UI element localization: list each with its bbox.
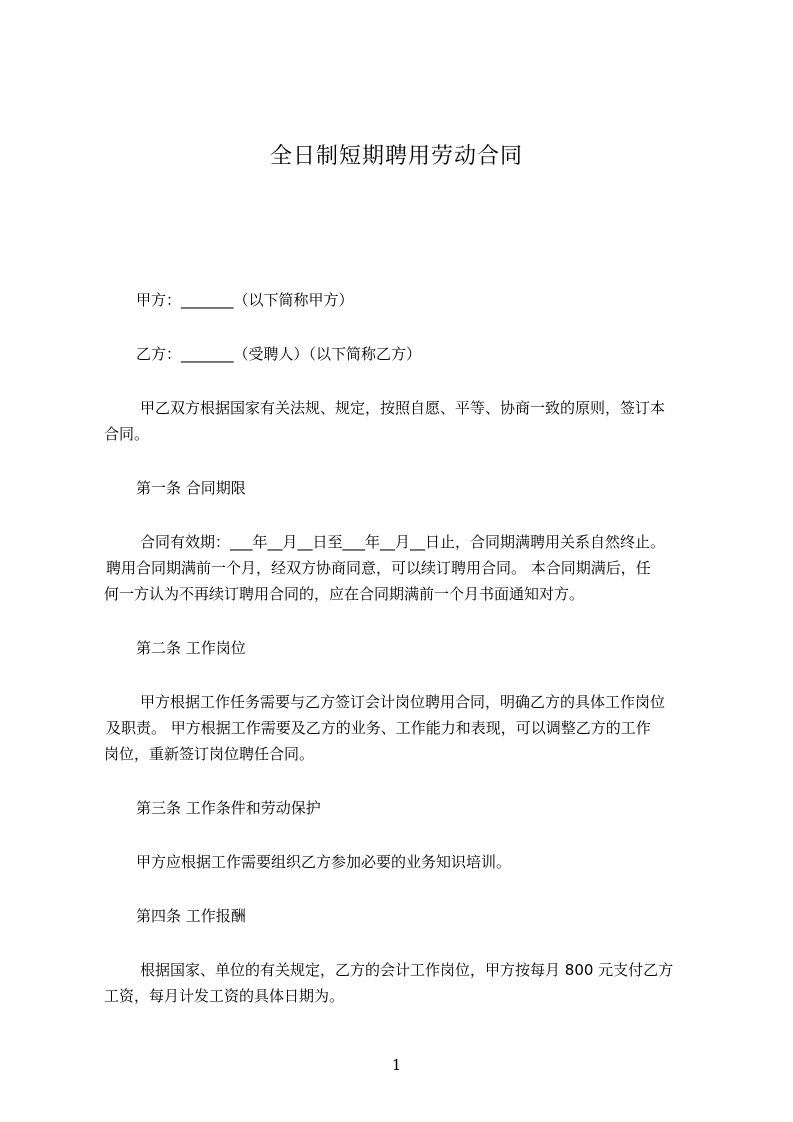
article-4-heading: 第四条 工作报酬: [136, 907, 246, 925]
article-3-line-1: 甲方应根据工作需要组织乙方参加必要的业务知识培训。: [136, 853, 512, 871]
article-2-line-1: 甲方根据工作任务需要与乙方签订会计岗位聘用合同，明确乙方的具体工作岗位: [140, 693, 666, 711]
intro-paragraph-line-1: 甲乙双方根据国家有关法规、规定，按照自愿、平等、协商一致的原则，签订本: [140, 399, 666, 417]
article-4-line-2: 工资，每月计发工资的具体日期为。: [104, 987, 345, 1005]
contract-title: 全日制短期聘用劳动合同: [269, 144, 523, 169]
article-1-heading: 第一条 合同期限: [136, 479, 246, 497]
article-2-heading: 第二条 工作岗位: [136, 639, 246, 657]
article-4-line-1: 根据国家、单位的有关规定，乙方的会计工作岗位，甲方按每月 800 元支付乙方: [140, 961, 674, 979]
article-2-line-2: 及职责。 甲方根据工作需要及乙方的业务、工作能力和表现，可以调整乙方的工作: [106, 719, 651, 737]
party-b-line: 乙方：_______（受聘人）（以下简称乙方）: [136, 345, 422, 363]
party-a-line: 甲方：_______（以下简称甲方）: [136, 291, 354, 309]
article-2-line-3: 岗位，重新签订岗位聘任合同。: [104, 745, 315, 763]
article-3-heading: 第三条 工作条件和劳动保护: [136, 799, 321, 817]
page-number: 1: [391, 1056, 402, 1074]
article-1-line-3: 何一方认为不再续订聘用合同的，应在合同期满前一个月书面通知对方。: [104, 585, 585, 603]
article-1-line-2: 聘用合同期满前一个月，经双方协商同意，可以续订聘用合同。 本合同期满后，任: [106, 559, 651, 577]
intro-paragraph-line-2: 合同。: [104, 425, 150, 443]
article-1-line-1: 合同有效期：___年__月__日至___年__月__日止，合同期满聘用关系自然终止。: [140, 533, 666, 551]
